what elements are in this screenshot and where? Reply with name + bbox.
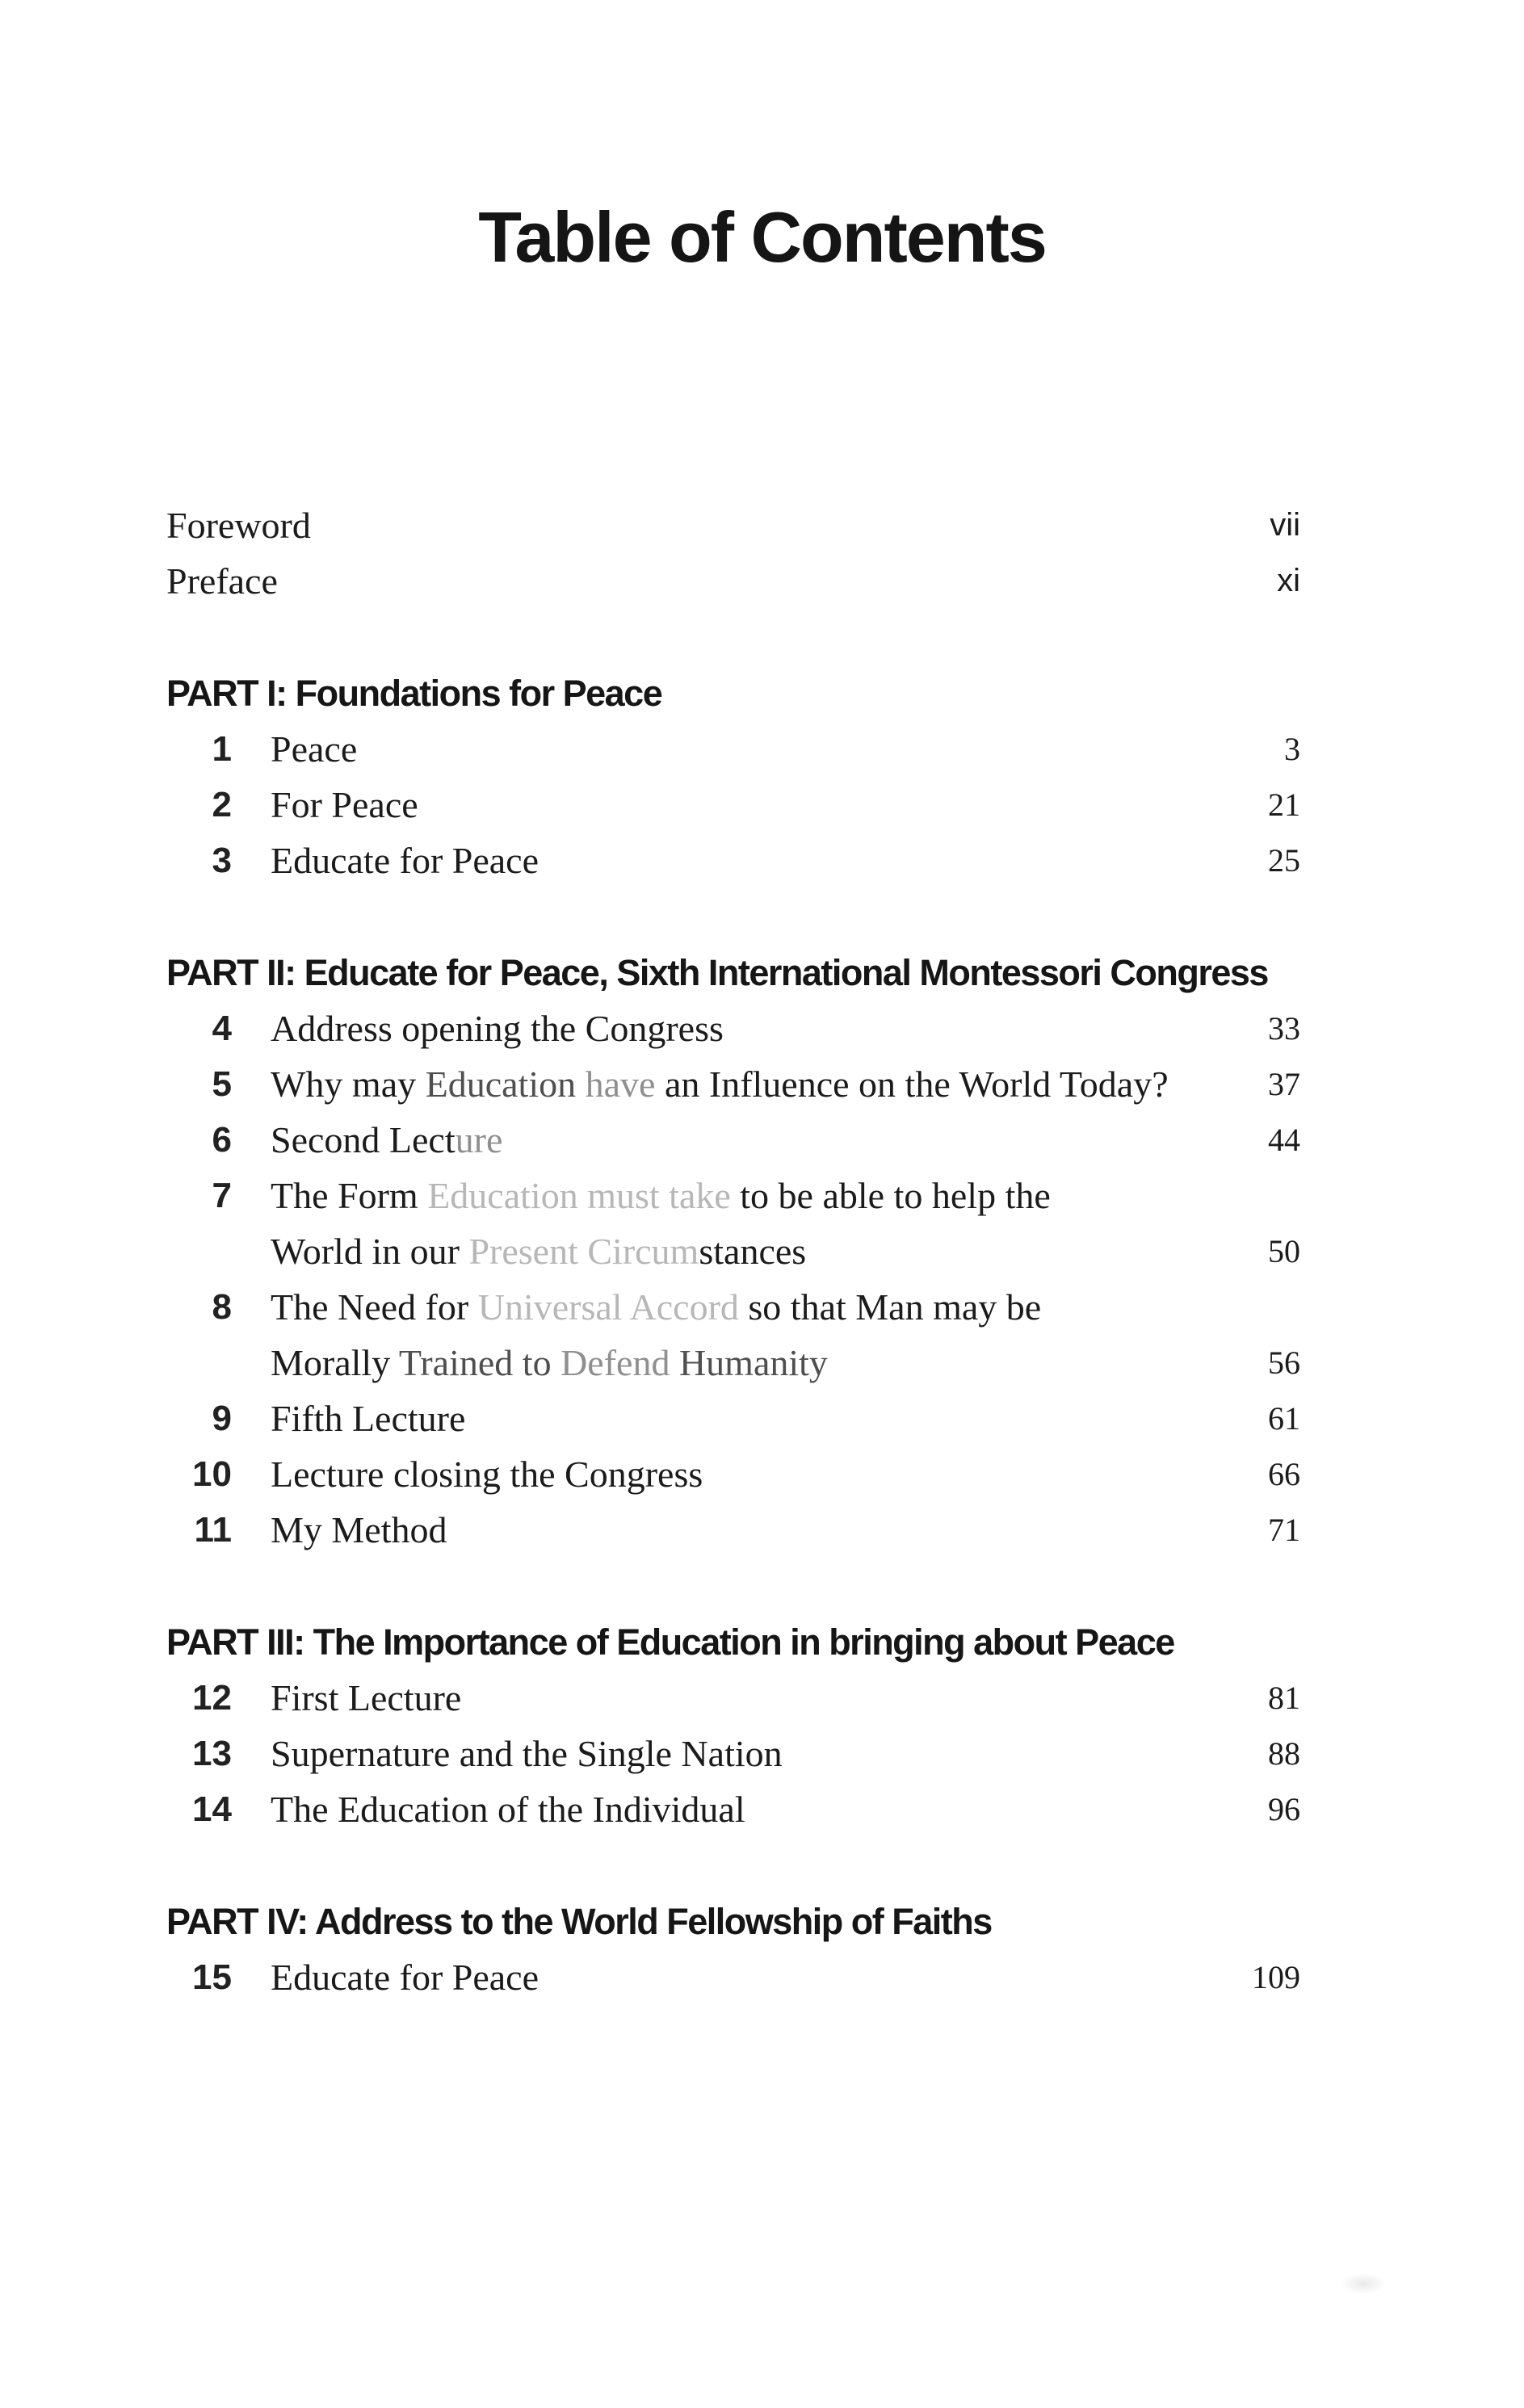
title-text-segment: The Form (271, 1175, 428, 1216)
title-text-segment: First Lecture (271, 1677, 462, 1718)
chapter-title-line (271, 777, 1220, 833)
chapter-title (271, 1112, 1220, 1168)
chapter-number: 5 (212, 1064, 232, 1104)
chapter-title-line (271, 1446, 1220, 1502)
chapter-title-line (271, 1112, 1220, 1168)
toc-entry (166, 1446, 1300, 1502)
chapter-number: 15 (192, 1957, 232, 1997)
chapter-title (271, 1949, 1220, 2005)
front-matter-entry (166, 553, 1300, 609)
toc-entry (166, 1502, 1300, 1558)
chapter-title-line (271, 1502, 1220, 1558)
chapter-page-number: 109 (1252, 1959, 1300, 1995)
title-text-segment: Address opening the Congress (271, 1008, 724, 1049)
toc-entry (166, 833, 1300, 888)
title-text-segment: My Method (271, 1509, 447, 1550)
chapter-title-line (271, 1670, 1220, 1726)
title-text-segment: Defend (560, 1342, 679, 1383)
chapter-title (271, 1391, 1220, 1446)
chapter-title (271, 721, 1220, 777)
toc-entry (166, 721, 1300, 777)
chapter-number: 3 (212, 841, 232, 880)
chapter-page-number: 50 (1268, 1233, 1300, 1269)
chapter-number: 8 (212, 1287, 232, 1327)
chapter-title (271, 833, 1220, 888)
chapter-page-number: 81 (1268, 1680, 1300, 1716)
chapter-title (271, 1279, 1220, 1391)
toc-entry (166, 1670, 1300, 1726)
chapter-title (271, 1726, 1220, 1781)
chapter-title (271, 1502, 1220, 1558)
chapter-number: 9 (212, 1399, 232, 1438)
title-text-segment: Educate for Peace (271, 1957, 539, 1998)
chapter-title-line (271, 1781, 1220, 1837)
chapter-title (271, 1670, 1220, 1726)
chapter-title-line (271, 833, 1220, 888)
chapter-title-line (271, 1279, 1220, 1335)
chapter-number: 11 (194, 1510, 232, 1550)
chapter-title-line (271, 1001, 1220, 1056)
title-text-segment: ure (455, 1119, 503, 1160)
chapter-page-number: 21 (1268, 787, 1300, 823)
title-text-segment: Education must take (427, 1175, 731, 1216)
title-text-segment: Peace (271, 728, 358, 770)
title-text-segment: Humanity (678, 1342, 828, 1383)
toc-content (166, 497, 1300, 2005)
title-text-segment: Supernature and the Single Nation (271, 1733, 783, 1774)
chapter-number: 10 (192, 1454, 232, 1494)
chapter-number: 12 (192, 1678, 232, 1718)
chapter-title-line (271, 1168, 1220, 1223)
part-heading: PART IV: Address to the World Fellowship of Faiths (166, 1901, 992, 1942)
chapter-page-number: 71 (1268, 1512, 1300, 1548)
chapter-title (271, 1446, 1220, 1502)
chapter-number: 2 (212, 785, 232, 824)
title-text-segment: an Influence on the World Today? (655, 1063, 1169, 1105)
chapter-title-line (271, 721, 1220, 777)
toc-entry (166, 1726, 1300, 1781)
front-matter-entry (166, 497, 1300, 553)
part-heading: PART I: Foundations for Peace (166, 673, 662, 714)
scan-smudge (1341, 2273, 1386, 2294)
entry-label: Foreword (166, 505, 311, 546)
title-text-segment: have (585, 1063, 656, 1105)
chapter-title-line (271, 1335, 1220, 1391)
chapter-title (271, 1168, 1220, 1279)
chapter-number: 13 (192, 1734, 232, 1773)
toc-entry (166, 1949, 1300, 2005)
toc-entry (166, 1056, 1300, 1112)
toc-entry (166, 1168, 1300, 1279)
chapter-title (271, 777, 1220, 833)
chapter-number: 1 (212, 729, 232, 769)
title-text-segment: The Need for (271, 1286, 478, 1328)
entry-label: Preface (166, 560, 278, 602)
chapter-title-line (271, 1223, 1220, 1279)
chapter-number: 6 (212, 1120, 232, 1160)
chapter-title (271, 1781, 1220, 1837)
toc-entry (166, 1112, 1300, 1168)
entry-page-number: vii (1270, 507, 1300, 543)
title-text-segment: Trained to (398, 1342, 561, 1383)
chapter-page-number: 37 (1268, 1066, 1300, 1102)
title-text-segment: stances (699, 1231, 807, 1272)
title-text-segment: The Education of the Individual (271, 1789, 745, 1830)
title-text-segment: Morally (271, 1342, 399, 1383)
title-text-segment: to be able to help the (730, 1175, 1051, 1216)
chapter-page-number: 61 (1268, 1400, 1300, 1437)
title-text-segment: so that Man may be (738, 1286, 1042, 1328)
title-text-segment: Education (425, 1063, 586, 1105)
chapter-page-number: 88 (1268, 1735, 1300, 1772)
chapter-page-number: 33 (1268, 1010, 1300, 1047)
chapter-number: 14 (192, 1789, 232, 1829)
chapter-title (271, 1056, 1220, 1112)
chapter-page-number: 56 (1268, 1345, 1300, 1381)
title-text-segment: For Peace (271, 784, 418, 825)
part-heading: PART III: The Importance of Education in bringing about Peace (166, 1621, 1174, 1663)
title-text-segment: Lecture closing the Congress (271, 1454, 703, 1495)
chapter-number: 7 (212, 1176, 232, 1215)
chapter-title (271, 1001, 1220, 1056)
chapter-page-number: 3 (1284, 731, 1300, 767)
chapter-number: 4 (212, 1009, 232, 1048)
title-text-segment: Why may (271, 1063, 426, 1105)
chapter-page-number: 25 (1268, 842, 1300, 879)
chapter-page-number: 96 (1268, 1791, 1300, 1827)
part-heading: PART II: Educate for Peace, Sixth International Montessori Congress (166, 952, 1268, 993)
title-text-segment: Second Lect (271, 1119, 456, 1160)
toc-entry (166, 1391, 1300, 1446)
title-text-segment: Fifth Lecture (271, 1398, 466, 1439)
chapter-page-number: 44 (1268, 1122, 1300, 1158)
entry-page-number: xi (1277, 563, 1300, 598)
chapter-page-number: 66 (1268, 1456, 1300, 1492)
toc-entry (166, 777, 1300, 833)
title-text-segment: Present Circum (468, 1231, 699, 1272)
chapter-title-line (271, 1726, 1220, 1781)
title-text-segment: Educate for Peace (271, 840, 539, 881)
title-text-segment: Universal Accord (477, 1286, 739, 1328)
toc-entry (166, 1279, 1300, 1391)
page-title: Table of Contents (478, 197, 1046, 277)
title-text-segment: World in our (271, 1231, 469, 1272)
chapter-title-line (271, 1391, 1220, 1446)
toc-entry (166, 1001, 1300, 1056)
toc-entry (166, 1781, 1300, 1837)
chapter-title-line (271, 1056, 1220, 1112)
chapter-title-line (271, 1949, 1220, 2005)
